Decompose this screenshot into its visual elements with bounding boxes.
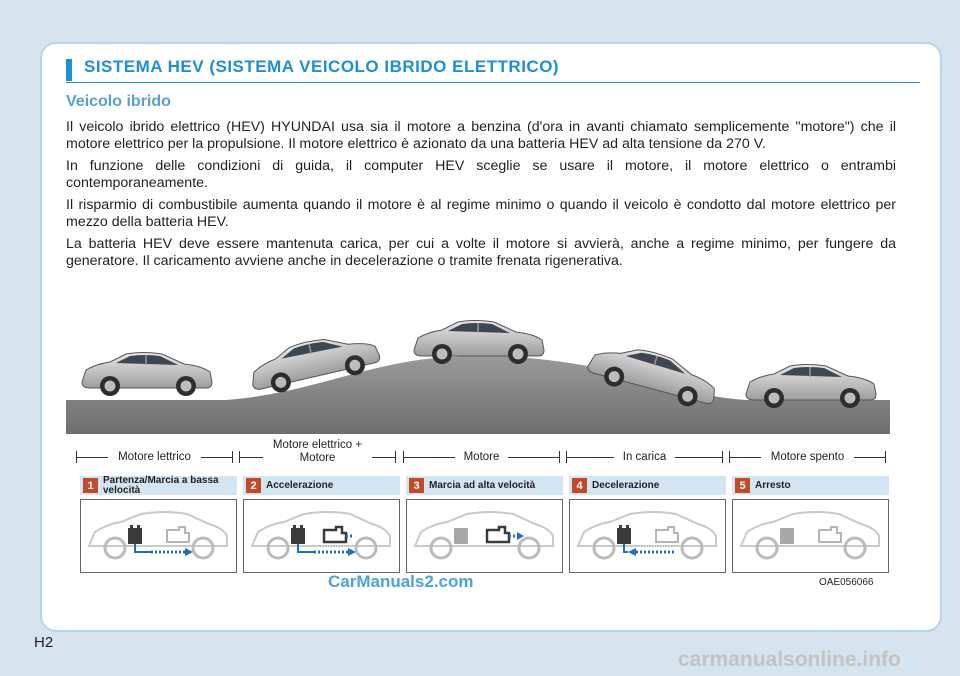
- stage-3: [406, 476, 563, 573]
- battery-icon: [128, 525, 142, 544]
- subtitle: Veicolo ibrido: [66, 93, 171, 110]
- page-number: H2: [34, 634, 54, 651]
- paragraph-4: La batteria HEV deve essere mantenuta carica, per cui a volte il motore si avvierà, anche a regime minimo, per fungere da generatore. Il caricamento avviene anche in decelerazione o tramite frenata rigenerativa.: [66, 236, 896, 269]
- engine-icon: [819, 527, 841, 542]
- engine-icon: [656, 527, 678, 542]
- figure-code: OAE056066: [819, 577, 874, 588]
- mode-electric: Motore lettrico: [76, 440, 233, 470]
- car-outline-icon: [81, 500, 236, 570]
- section-title: SISTEMA HEV (SISTEMA VEICOLO IBRIDO ELETTRICO): [84, 57, 560, 76]
- stage-number: 1: [83, 478, 98, 493]
- engine-icon: [324, 527, 346, 542]
- stage-label: Partenza/Marcia a bassa velocità: [103, 474, 219, 496]
- powertrain-diagram: [569, 499, 726, 573]
- driving-scenario-illustration: [66, 312, 890, 434]
- car-outline-icon: [733, 500, 888, 570]
- paragraph-1: Il veicolo ibrido elettrico (HEV) HYUNDAI usa sia il motore a benzina (d'ora in avanti chiamato semplicemente "motore") che il motore elettrico per la propulsione. Il motore elettrico è azionato da una batteria HEV ad alta tensione da 270 V.: [66, 119, 896, 152]
- stage-number: 3: [409, 478, 424, 493]
- battery-icon: [454, 528, 468, 544]
- car-outline-icon: [244, 500, 399, 570]
- stage-label: Arresto: [755, 479, 791, 491]
- mode-charging: In carica: [566, 440, 723, 470]
- mode-electric-plus-engine: Motore elettrico + Motore: [239, 440, 396, 470]
- stage-label: Decelerazione: [592, 479, 660, 491]
- engine-icon: [167, 527, 189, 542]
- section-marker: [66, 59, 72, 81]
- mode-engine: Motore: [403, 440, 560, 470]
- stage-5: [732, 476, 889, 573]
- stage-2: [243, 476, 400, 573]
- car-outline-icon: [407, 500, 562, 570]
- powertrain-diagram: [80, 499, 237, 573]
- stage-label: Marcia ad alta velocità: [429, 479, 536, 491]
- watermark-link[interactable]: CarManuals2.com: [328, 572, 474, 591]
- watermark-footer: carmanualsonline.info: [678, 648, 901, 671]
- powertrain-diagram: [732, 499, 889, 573]
- body-text: [66, 119, 896, 275]
- paragraph-2: In funzione delle condizioni di guida, il computer HEV sceglie se usare il motore, il motore elettrico o entrambi contemporaneamente.: [66, 158, 896, 191]
- stage-number: 4: [572, 478, 587, 493]
- powertrain-diagram: [406, 499, 563, 573]
- stage-4: [569, 476, 726, 573]
- section-divider: [66, 82, 920, 83]
- drive-mode-labels: [76, 440, 886, 470]
- powertrain-diagram: [243, 499, 400, 573]
- stage-number: 5: [735, 478, 750, 493]
- battery-icon: [617, 525, 631, 544]
- paragraph-3: Il risparmio di combustibile aumenta quando il motore è al regime minimo o quando il veicolo è condotto dal motore elettrico per mezzo della batteria HEV.: [66, 197, 896, 230]
- battery-icon: [780, 528, 794, 544]
- mode-engine-off: Motore spento: [729, 440, 886, 470]
- stage-label: Accelerazione: [266, 479, 334, 491]
- stage-1: [80, 476, 237, 573]
- car-outline-icon: [570, 500, 725, 570]
- battery-icon: [291, 525, 305, 544]
- engine-icon: [487, 527, 509, 542]
- stage-number: 2: [246, 478, 261, 493]
